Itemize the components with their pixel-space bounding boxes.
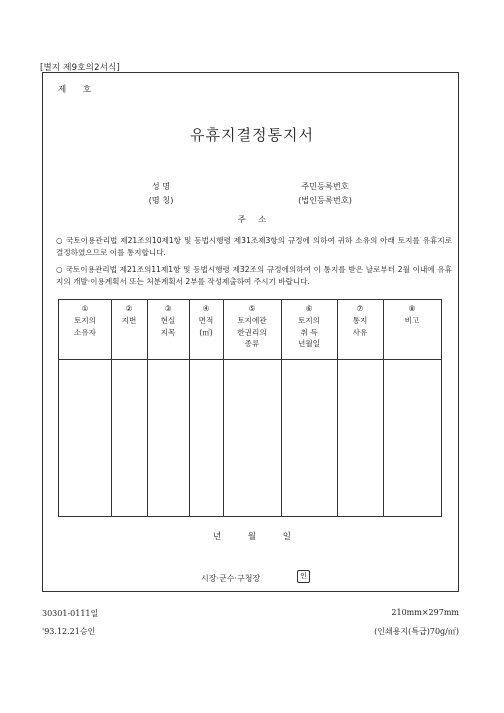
column-label: 토지에관	[237, 315, 267, 325]
column-label: 지번	[121, 315, 137, 325]
paper-spec: (인쇄용지(특급)70g/㎡)	[374, 627, 459, 636]
approval-date: '93.12.21승인	[42, 627, 96, 636]
date-line: 년 월 일	[212, 532, 292, 542]
name-sub-label: (명 칭)	[148, 195, 174, 205]
table-column-divider	[383, 300, 384, 516]
column-label: 취 득	[300, 327, 318, 337]
document-number-label: 제 호	[58, 85, 92, 95]
column-number: ③	[164, 304, 172, 313]
table-header-divider	[59, 359, 441, 360]
notice-paragraph-1: ○ 국토이용관리법 제21조의10제1항 및 동법시행령 제31조제3항의 규정에 의하여 귀하 소유의 아래 토지를 유휴지로 결정하였으므로 이를 통지합니다.	[56, 236, 452, 257]
column-label: 지목	[160, 327, 176, 337]
column-label: 토지의	[297, 315, 320, 325]
header-remarks	[383, 303, 441, 327]
form-label: [별지 제9호의2서식]	[40, 63, 121, 73]
land-table	[58, 299, 442, 517]
column-number: ④	[202, 304, 210, 313]
paper-size: 210mm×297mm	[391, 608, 459, 617]
document-title: 유휴지결정통지서	[190, 126, 314, 144]
header-area	[189, 303, 223, 338]
column-number: ⑧	[408, 304, 416, 313]
column-number: ⑤	[248, 304, 256, 313]
column-number: ⑦	[356, 304, 364, 313]
header-land-category	[147, 303, 189, 338]
header-notice-reason	[337, 303, 383, 338]
column-label: 사유	[352, 327, 368, 337]
notice-paragraph-2: ○ 국토이용관리법 제21조의11제1항 및 동법시행령 제32조의 규정에의하여 이 통지를 받은 날로부터 2월 이내에 유휴지의 개발·이용계획서 또는 처분계획서 2부를 작성제출하여 주시기 바랍니다.	[56, 265, 452, 286]
column-label: 면적	[198, 315, 214, 325]
name-label: 성 명	[151, 181, 171, 191]
corporate-id-label: (법인등록번호)	[298, 195, 352, 205]
column-label: 년월일	[297, 339, 320, 349]
column-number: ②	[125, 304, 133, 313]
column-number: ①	[81, 304, 89, 313]
column-label: 토지의	[73, 315, 96, 325]
header-lot-number	[111, 303, 147, 327]
header-acquisition-date	[281, 303, 337, 350]
column-label: (㎡)	[199, 327, 213, 337]
address-label: 주 소	[237, 214, 267, 224]
seal-stamp: 인	[297, 570, 310, 583]
column-label: 비고	[404, 315, 420, 325]
header-land-owner	[59, 303, 111, 338]
form-code: 30301-0111일	[42, 609, 99, 618]
column-label: 통지	[352, 315, 368, 325]
header-right-type	[223, 303, 281, 350]
column-label: 현실	[160, 315, 176, 325]
table-column-divider	[111, 300, 112, 516]
column-label: 소유자	[73, 327, 96, 337]
column-number: ⑥	[305, 304, 313, 313]
signer-title: 시장·군수·구청장	[201, 574, 261, 583]
id-number-label: 주민등록번호	[301, 181, 349, 191]
column-label: 종류	[244, 339, 260, 349]
column-label: 한권리의	[237, 327, 267, 337]
